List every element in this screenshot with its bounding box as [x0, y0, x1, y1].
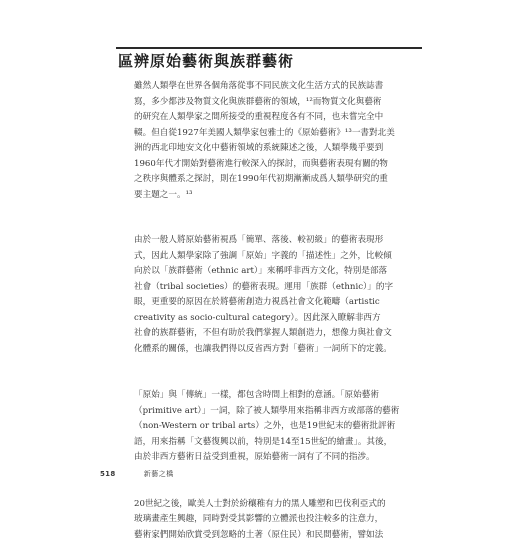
text-line: 20世紀之後，歐美人士對於紛穰稚有力的黑人雕塑和巴伐利亞式的 — [134, 497, 424, 513]
text-line: 輟。但自從1927年美國人類學家包雅士的《原始藝術》¹³一書對北美 — [134, 126, 424, 142]
page-footer — [100, 469, 174, 479]
paragraph-2 — [134, 233, 424, 357]
text-line: 化體系的關係，也讓我們得以反省西方對「藝術」一詞所下的定義。 — [134, 342, 424, 358]
text-line: 「原始」與「傳統」一樣，都包含時間上相對的意涵。「原始藝術 — [134, 388, 424, 404]
text-line: 之秩序與體系之探討，則在1990年代初期漸漸成爲人類學研究的重 — [134, 172, 424, 188]
text-line: 寫，多少都涉及物質文化與族群藝術的領域，¹²而物質文化與藝術 — [134, 95, 424, 111]
text-line: 式，因此人類學家除了強調「原始」字義的「描述性」之外，比較傾 — [134, 249, 424, 265]
text-line: 1960年代才開始對藝術進行較深入的探討，而與藝術表現有關的物 — [134, 157, 424, 173]
text-line: （non-Western or tribal arts）之外，也是19世紀末的藝術批評術 — [134, 419, 424, 435]
section-heading: 區辨原始藝術與族群藝術 — [118, 50, 294, 71]
paragraph-4 — [134, 497, 424, 543]
text-line: 向於以「族群藝術（ethnic art）」來稱呼非西方文化，特別是部落 — [134, 264, 424, 280]
text-line: 雖然人類學在世界各個角落從事不同民族文化生活方式的民族誌書 — [134, 79, 424, 95]
text-line: 社會的族群藝術，不但有助於我們掌握人類創造力，想像力與社會文 — [134, 326, 424, 342]
text-line: 眼，更重要的原因在於將藝術創造力視爲社會文化範疇（artistic — [134, 295, 424, 311]
text-line: 要主題之一。¹³ — [134, 188, 424, 204]
text-line: 洲的西北印地安文化中藝術領域的系統陳述之後，人類學幾乎要到 — [134, 141, 424, 157]
text-line: 語，用來指稱「文藝復興以前，特別是14至15世紀的繪畫」。其後， — [134, 435, 424, 451]
body-text — [134, 79, 424, 543]
text-line: 藝術家們開始欣賞受到忽略的土著（原住民）和民間藝術，譬如法 — [134, 528, 424, 543]
text-line: 由於非西方藝術日益受到重視，原始藝術一詞有了不同的指涉。 — [134, 450, 424, 466]
text-line: 社會（tribal societies）的藝術表現。運用「族群（ethnic）」的字 — [134, 280, 424, 296]
paragraph-3 — [134, 388, 424, 466]
text-line: 的研究在人類學家之間所接受的重視程度各有不同，也未嘗完全中 — [134, 110, 424, 126]
text-line: 玻璃畫產生興趣，同時對受其影響的立體派也投注較多的注意力， — [134, 512, 424, 528]
text-line: （primitive art）」一詞，除了被人類學用來指稱非西方或部落的藝術 — [134, 404, 424, 420]
page-number: 518 — [100, 470, 116, 478]
heading-rule — [116, 47, 422, 49]
running-title: 新藝之橋 — [144, 470, 174, 478]
paragraph-1 — [134, 79, 424, 203]
text-line: creativity as socio-cultural category）。因此深入瞭解非西方 — [134, 311, 424, 327]
text-line: 由於一般人將原始藝術視爲「簡單、落後、較初級」的藝術表現形 — [134, 233, 424, 249]
